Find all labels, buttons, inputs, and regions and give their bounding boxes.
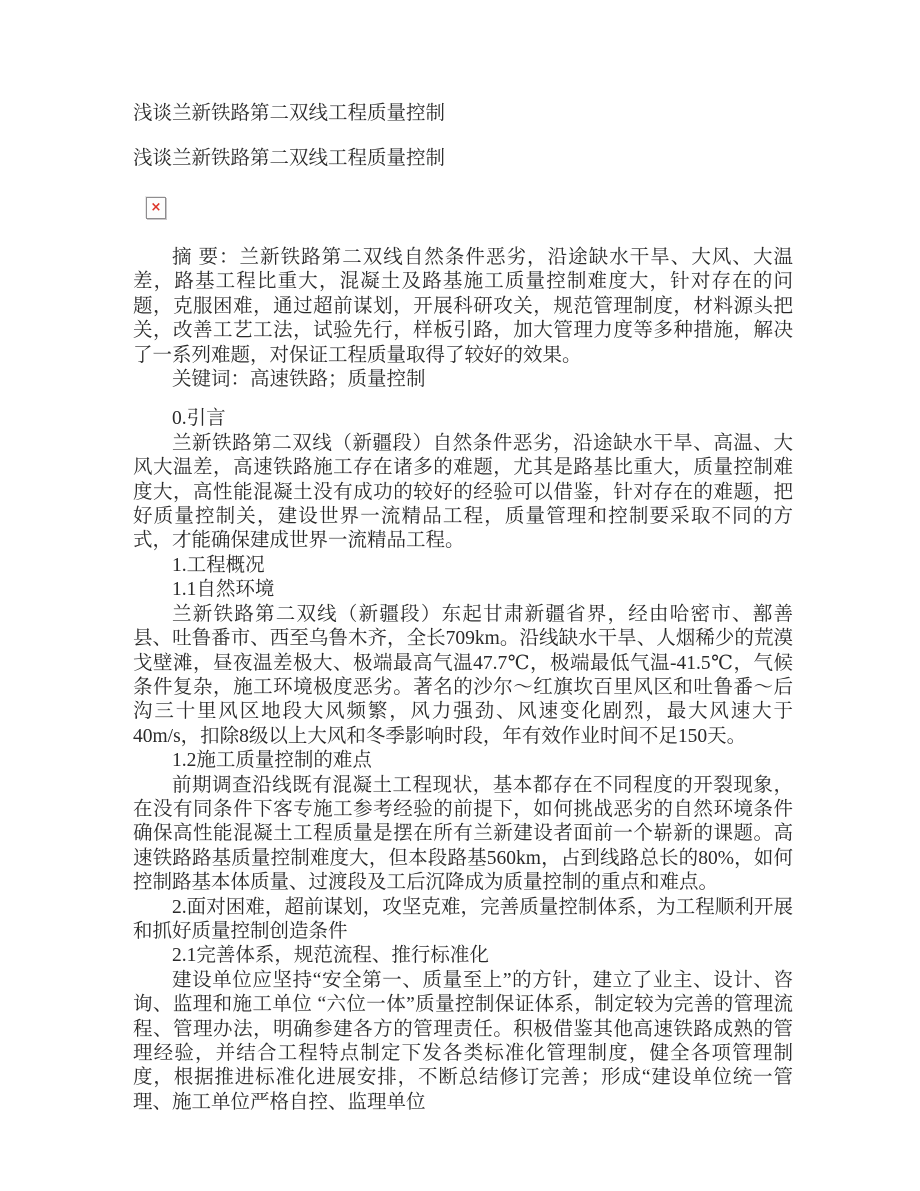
inline-image-row: [146, 197, 793, 220]
section-heading-facing-difficulties: 2.面对困难，超前谋划，攻坚克难，完善质量控制体系，为工程顺利开展和抓好质量控制创造条件: [133, 896, 793, 942]
red-x-icon: ×: [150, 199, 162, 215]
body-paragraph-introduction: 兰新铁路第二双线（新疆段）自然条件恶劣，沿途缺水干旱、高温、大风大温差，高速铁路施工存在诸多的难题，尤其是路基比重大，质量控制难度大，高性能混凝土没有成功的较好的经验可以借鉴，针对存在的难题，把好质量控制关，建设世界一流精品工程，质量管理和控制要采取不同的方式，才能确保建成世界一流精品工程。: [133, 432, 793, 552]
broken-image-icon[interactable]: [146, 197, 166, 219]
body-paragraph-natural-environment: 兰新铁路第二双线（新疆段）东起甘肃新疆省界，经由哈密市、鄯善县、吐鲁番市、西至乌鲁木齐，全长709km。沿线缺水干旱、人烟稀少的荒漠戈壁滩，昼夜温差极大、极端最高气温47.7℃，极端最低气温-41.5℃，气候条件复杂，施工环境极度恶劣。著名的沙尔～红旗坎百里风区和吐鲁番～后沟三十里风区地段大风频繁，风力强劲、风速变化剧烈，最大风速大于40m/s，扣除8级以上大风和冬季影响时段，年有效作业时间不足150天。: [133, 603, 793, 747]
body-paragraph-quality-control-difficulties: 前期调查沿线既有混凝土工程现状，基本都存在不同程度的开裂现象，在没有同条件下客专施工参考经验的前提下，如何挑战恶劣的自然环境条件确保高性能混凝土工程质量是摆在所有兰新建设者面前一个崭新的课题。高速铁路路基质量控制难度大，但本段路基560km，占到线路总长的80%，如何控制路基本体质量、过渡段及工后沉降成为质量控制的重点和难点。: [133, 774, 793, 894]
document-title-repeat: 浅谈兰新铁路第二双线工程质量控制: [133, 148, 446, 169]
abstract-paragraph: 摘 要：兰新铁路第二双线自然条件恶劣，沿途缺水干旱、大风、大温差，路基工程比重大，混凝土及路基施工质量控制难度大，针对存在的问题，克服困难，通过超前谋划，开展科研攻关，规范管理制度，材料源头把关，改善工艺工法，试验先行，样板引路，加大管理力度等多种措施，解决了一系列难题，对保证工程质量取得了较好的效果。: [133, 247, 793, 366]
section-heading-improve-system: 2.1完善体系，规范流程、推行标准化: [172, 945, 489, 967]
section-heading-quality-control-difficulties: 1.2施工质量控制的难点: [172, 750, 372, 772]
section-heading-introduction: 0.引言: [172, 408, 226, 430]
section-heading-natural-environment: 1.1自然环境: [172, 579, 275, 601]
body-paragraph-improve-system: 建设单位应坚持“安全第一、质量至上”的方针，建立了业主、设计、咨询、监理和施工单位 “六位一体”质量控制保证体系，制定较为完善的管理流程、管理办法，明确参建各方的管理责任。积极借鉴其他高速铁路成熟的管理经验，并结合工程特点制定下发各类标准化管理制度，健全各项管理制度，根据推进标准化进展安排，不断总结修订完善；形成“建设单位统一管理、施工单位严格自控、监理单位: [133, 969, 793, 1113]
section-heading-project-overview: 1.工程概况: [172, 554, 265, 576]
document-title: 浅谈兰新铁路第二双线工程质量控制: [133, 103, 446, 124]
keywords-line: 关键词：高速铁路；质量控制: [172, 369, 426, 391]
